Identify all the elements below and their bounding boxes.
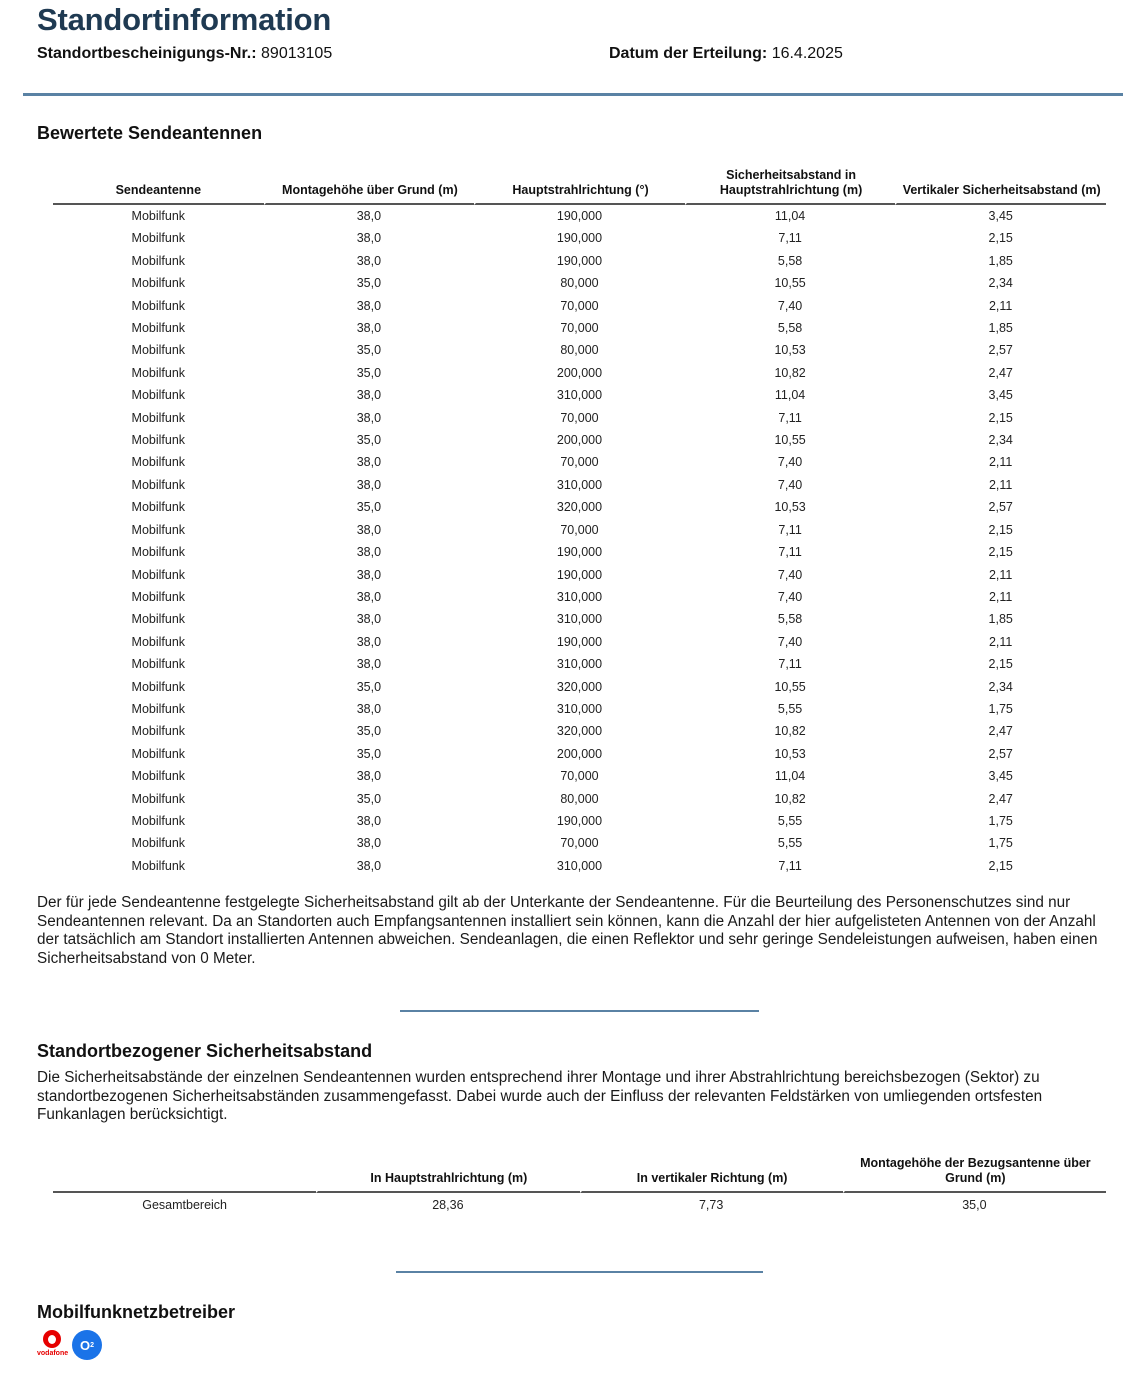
safety-distance-main-cell: 7,11 — [778, 545, 802, 560]
table-row — [53, 810, 1106, 832]
mount-height-cell: 38,0 — [356, 522, 382, 537]
safety-distance-main-cell: 10,55 — [774, 276, 806, 291]
site-distance-section-title: Standortbezogener Sicherheitsabstand — [37, 1041, 373, 1061]
antenna-type-cell: Mobilfunk — [131, 231, 186, 246]
antenna-type-cell: Mobilfunk — [131, 724, 186, 739]
main-direction-cell: 70,000 — [560, 410, 599, 425]
mount-height-cell: 38,0 — [356, 410, 382, 425]
column-header-reference-mount-height: Montagehöhe der Bezugsantenne über Grund (m) — [843, 1156, 1106, 1193]
mount-height-cell: 38,0 — [356, 858, 382, 873]
column-header-main-direction: Hauptstrahlrichtung (°) — [474, 168, 685, 205]
vertical-safety-distance-cell: 1,85 — [988, 253, 1013, 268]
main-direction-cell: 190,000 — [556, 813, 603, 828]
vertical-safety-distance-cell: 2,34 — [988, 276, 1013, 291]
antenna-type-cell: Mobilfunk — [131, 321, 186, 336]
table-row — [53, 407, 1106, 429]
safety-distance-main-cell: 7,40 — [777, 589, 803, 604]
table-row — [53, 765, 1106, 787]
table-row — [53, 720, 1106, 742]
antenna-type-cell: Mobilfunk — [131, 836, 186, 851]
main-direction-cell: 80,000 — [560, 276, 599, 291]
mount-height-cell: 38,0 — [356, 567, 382, 582]
vertical-safety-distance-cell: 1,75 — [988, 836, 1013, 851]
safety-distance-main-cell: 7,11 — [778, 657, 802, 672]
mount-height-cell: 38,0 — [356, 209, 382, 223]
antenna-type-cell: Mobilfunk — [131, 433, 186, 448]
mount-height-cell: 35,0 — [356, 433, 382, 448]
vertical-safety-distance-cell: 1,85 — [988, 612, 1013, 627]
vertical-safety-distance-cell: 1,85 — [988, 321, 1013, 336]
antenna-type-cell: Mobilfunk — [131, 813, 186, 828]
column-header-vertical-safety-distance: Vertikaler Sicherheitsabstand (m) — [895, 168, 1106, 205]
antenna-type-cell: Mobilfunk — [131, 276, 186, 291]
safety-distance-main-cell: 7,11 — [778, 522, 802, 537]
vertical-safety-distance-cell: 2,11 — [988, 455, 1013, 470]
vertical-safety-distance-cell: 1,75 — [988, 813, 1013, 828]
antenna-type-cell: Mobilfunk — [131, 589, 186, 604]
issue-date-value: 16.4.2025 — [771, 45, 843, 62]
vertical-safety-distance-cell: 2,15 — [988, 522, 1013, 537]
safety-distance-main-cell: 11,04 — [774, 769, 806, 784]
table-row — [53, 474, 1106, 496]
mount-height-cell: 35,0 — [356, 679, 382, 694]
column-header-safety-distance-main: Sicherheitsabstand in Hauptstrahlrichtung (m) — [685, 168, 896, 205]
safety-distance-main-cell: 10,53 — [774, 500, 806, 515]
main-direction-cell: 320,000 — [556, 679, 603, 694]
antenna-type-cell: Mobilfunk — [131, 522, 186, 537]
vertical-safety-distance-cell: 2,15 — [988, 410, 1013, 425]
main-direction-cell: 70,000 — [560, 321, 599, 336]
antenna-type-cell: Mobilfunk — [131, 455, 186, 470]
column-header-area — [53, 1156, 316, 1193]
mount-height-cell: 38,0 — [356, 388, 382, 403]
safety-distance-main-cell: 5,55 — [777, 836, 803, 851]
antenna-type-cell: Mobilfunk — [131, 634, 186, 649]
safety-distance-main-cell: 7,40 — [777, 634, 803, 649]
main-direction-cell: 200,000 — [556, 433, 603, 448]
operator-logos — [37, 1330, 102, 1360]
main-direction-cell: 310,000 — [556, 657, 603, 672]
mount-height-cell: 35,0 — [356, 343, 382, 358]
table-row — [53, 384, 1106, 406]
antenna-type-cell: Mobilfunk — [131, 657, 186, 672]
main-direction-cell: 80,000 — [560, 791, 599, 806]
mount-height-cell: 35,0 — [356, 365, 382, 380]
table-row — [53, 451, 1106, 473]
vodafone-logo-text: vodafone — [37, 1350, 69, 1357]
table-row — [53, 205, 1106, 227]
table-row — [53, 317, 1106, 339]
mount-height-cell: 38,0 — [356, 455, 382, 470]
table-row — [53, 698, 1106, 720]
vertical-safety-distance-cell: 2,11 — [988, 634, 1013, 649]
main-direction-cell: 70,000 — [560, 836, 599, 851]
main-direction-cell: 190,000 — [556, 253, 603, 268]
antenna-type-cell: Mobilfunk — [131, 209, 186, 223]
antenna-type-cell: Mobilfunk — [131, 388, 186, 403]
antenna-type-cell: Mobilfunk — [131, 791, 186, 806]
safety-distance-main-cell: 10,82 — [774, 791, 806, 806]
main-direction-cell: 320,000 — [556, 724, 603, 739]
antenna-type-cell: Mobilfunk — [131, 365, 186, 380]
site-distance-table-header — [53, 1156, 1106, 1193]
site-distance-table — [53, 1156, 1106, 1217]
mount-height-cell: 38,0 — [356, 836, 382, 851]
main-direction-cell: 200,000 — [556, 365, 603, 380]
antenna-type-cell: Mobilfunk — [131, 679, 186, 694]
vertical-safety-distance-cell: 2,57 — [988, 500, 1013, 515]
table-row — [53, 519, 1106, 541]
safety-distance-main-cell: 11,04 — [774, 388, 806, 403]
antenna-type-cell: Mobilfunk — [131, 701, 186, 716]
vertical-safety-distance-cell: 3,45 — [988, 209, 1013, 223]
main-direction-distance-cell: 28,36 — [432, 1198, 464, 1212]
mount-height-cell: 38,0 — [356, 545, 382, 560]
section-divider — [400, 1010, 759, 1012]
certificate-number — [37, 44, 332, 64]
safety-distance-main-cell: 5,55 — [777, 701, 803, 716]
issue-date-label: Datum der Erteilung: — [609, 45, 768, 62]
safety-distance-main-cell: 7,11 — [778, 231, 802, 246]
header-divider — [23, 93, 1123, 96]
safety-distance-main-cell: 7,40 — [777, 567, 803, 582]
safety-distance-main-cell: 5,55 — [777, 813, 803, 828]
safety-distance-main-cell: 10,82 — [774, 724, 806, 739]
safety-distance-main-cell: 10,53 — [774, 746, 806, 761]
site-distance-description: Die Sicherheitsabstände der einzelnen Sendeantennen wurden entsprechend ihrer Montage und ihrer Abstrahlrichtung bereichsbezogen (Sektor) zu standortbezogenen Sicherheitsabständen zusammengefasst. Dabei wurde auch der Einfluss der relevanten Feldstärken von umliegenden ortsfesten Funkanlagen berücksichtigt. — [37, 1069, 1043, 1124]
safety-distance-main-cell: 10,53 — [774, 343, 806, 358]
section-divider — [396, 1271, 763, 1273]
mount-height-cell: 38,0 — [356, 612, 382, 627]
table-row — [53, 1193, 1106, 1217]
safety-distance-main-cell: 7,40 — [777, 455, 803, 470]
safety-distance-main-cell: 10,82 — [774, 365, 806, 380]
mount-height-cell: 35,0 — [356, 791, 382, 806]
certificate-label: Standortbescheinigungs-Nr.: — [37, 45, 257, 62]
mount-height-cell: 38,0 — [356, 253, 382, 268]
mount-height-cell: 38,0 — [356, 701, 382, 716]
safety-distance-main-cell: 5,58 — [777, 253, 803, 268]
main-direction-cell: 70,000 — [560, 769, 599, 784]
mount-height-cell: 38,0 — [356, 231, 382, 246]
issue-date — [609, 44, 843, 64]
antennas-note: Der für jede Sendeantenne festgelegte Sicherheitsabstand gilt ab der Unterkante der Sendeantenne. Für die Beurteilung des Personenschutzes sind nur Sendeantennen relevant. Da an Standorten auch Empfangsantennen installiert sein können, kann die Anzahl der hier aufgelisteten Antennen von der Anzahl der tatsächlich am Standort installierten Antennen abweichen. Sendeanlagen, die einen Reflektor und sehr geringe Sendeleistungen aufweisen, haben einen Sicherheitsabstand von 0 Meter. — [37, 894, 1098, 967]
certificate-value: 89013105 — [261, 45, 333, 62]
antenna-type-cell: Mobilfunk — [131, 858, 186, 873]
antenna-type-cell: Mobilfunk — [131, 567, 186, 582]
table-row — [53, 832, 1106, 854]
safety-distance-main-cell: 5,58 — [777, 321, 803, 336]
safety-distance-main-cell: 7,40 — [777, 477, 803, 492]
main-direction-cell: 70,000 — [560, 455, 599, 470]
table-row — [53, 676, 1106, 698]
main-direction-cell: 310,000 — [556, 477, 603, 492]
main-direction-cell: 200,000 — [556, 746, 603, 761]
table-row — [53, 250, 1106, 272]
antenna-type-cell: Mobilfunk — [131, 298, 186, 313]
mount-height-cell: 38,0 — [356, 321, 382, 336]
vertical-safety-distance-cell: 2,15 — [988, 657, 1013, 672]
vertical-safety-distance-cell: 1,75 — [988, 701, 1013, 716]
mount-height-cell: 38,0 — [356, 657, 382, 672]
main-direction-cell: 310,000 — [556, 589, 603, 604]
mount-height-cell: 38,0 — [356, 477, 382, 492]
table-row — [53, 339, 1106, 361]
antenna-type-cell: Mobilfunk — [131, 343, 186, 358]
main-direction-cell: 190,000 — [556, 567, 603, 582]
mount-height-cell: 35,0 — [356, 724, 382, 739]
table-row — [53, 429, 1106, 451]
main-direction-cell: 190,000 — [556, 231, 603, 246]
main-direction-cell: 190,000 — [556, 634, 603, 649]
mount-height-cell: 35,0 — [356, 276, 382, 291]
safety-distance-main-cell: 10,55 — [774, 679, 806, 694]
vertical-safety-distance-cell: 2,34 — [988, 679, 1013, 694]
mount-height-cell: 35,0 — [356, 500, 382, 515]
table-row — [53, 788, 1106, 810]
column-header-mount-height: Montagehöhe über Grund (m) — [264, 168, 475, 205]
vertical-safety-distance-cell: 2,15 — [988, 231, 1013, 246]
vertical-safety-distance-cell: 2,11 — [988, 589, 1013, 604]
antenna-type-cell: Mobilfunk — [131, 545, 186, 560]
safety-distance-main-cell: 7,11 — [778, 410, 802, 425]
vertical-safety-distance-cell: 2,57 — [988, 746, 1013, 761]
antennas-section-title: Bewertete Sendeantennen — [37, 123, 263, 143]
main-direction-cell: 190,000 — [556, 545, 603, 560]
table-row — [53, 743, 1106, 765]
antennas-table — [53, 168, 1106, 877]
vertical-safety-distance-cell: 2,15 — [988, 858, 1013, 873]
table-row — [53, 631, 1106, 653]
antenna-type-cell: Mobilfunk — [131, 612, 186, 627]
column-header-vertical-distance: In vertikaler Richtung (m) — [580, 1156, 843, 1193]
table-row — [53, 586, 1106, 608]
column-header-antenna: Sendeantenne — [53, 168, 264, 205]
vertical-safety-distance-cell: 2,34 — [988, 433, 1013, 448]
main-direction-cell: 310,000 — [556, 388, 603, 403]
page-title: Standortinformation — [37, 2, 332, 37]
safety-distance-main-cell: 10,55 — [774, 433, 806, 448]
antenna-type-cell: Mobilfunk — [131, 410, 186, 425]
vertical-safety-distance-cell: 2,11 — [988, 567, 1013, 582]
vertical-safety-distance-cell: 2,11 — [988, 477, 1013, 492]
table-row — [53, 227, 1106, 249]
column-header-main-direction-distance: In Hauptstrahlrichtung (m) — [316, 1156, 579, 1193]
antennas-table-header — [53, 168, 1106, 205]
antenna-type-cell: Mobilfunk — [131, 253, 186, 268]
table-row — [53, 855, 1106, 877]
mount-height-cell: 38,0 — [356, 769, 382, 784]
table-row — [53, 541, 1106, 563]
operators-section-title: Mobilfunknetzbetreiber — [37, 1302, 236, 1322]
table-row — [53, 272, 1106, 294]
vertical-safety-distance-cell: 3,45 — [988, 388, 1013, 403]
main-direction-cell: 80,000 — [560, 343, 599, 358]
vertical-safety-distance-cell: 3,45 — [988, 769, 1013, 784]
mount-height-cell: 38,0 — [356, 634, 382, 649]
main-direction-cell: 310,000 — [556, 612, 603, 627]
table-row — [53, 295, 1106, 317]
antenna-type-cell: Mobilfunk — [131, 746, 186, 761]
mount-height-cell: 38,0 — [356, 813, 382, 828]
table-row — [53, 362, 1106, 384]
vodafone-logo-icon — [37, 1330, 67, 1360]
reference-mount-height-cell: 35,0 — [962, 1198, 987, 1212]
main-direction-cell: 190,000 — [556, 209, 603, 223]
antennas-table-body — [53, 205, 1106, 877]
vertical-safety-distance-cell: 2,47 — [988, 724, 1013, 739]
area-cell: Gesamtbereich — [142, 1198, 227, 1212]
vertical-safety-distance-cell: 2,15 — [988, 545, 1013, 560]
mount-height-cell: 38,0 — [356, 589, 382, 604]
table-row — [53, 496, 1106, 518]
main-direction-cell: 310,000 — [556, 858, 603, 873]
main-direction-cell: 70,000 — [560, 298, 599, 313]
mount-height-cell: 38,0 — [356, 298, 382, 313]
vertical-safety-distance-cell: 2,47 — [988, 791, 1013, 806]
safety-distance-main-cell: 7,40 — [777, 298, 803, 313]
safety-distance-main-cell: 7,11 — [778, 858, 802, 873]
mount-height-cell: 35,0 — [356, 746, 382, 761]
o2-logo-icon: O 2 — [72, 1330, 102, 1360]
table-row — [53, 653, 1106, 675]
table-row — [53, 564, 1106, 586]
antenna-type-cell: Mobilfunk — [131, 477, 186, 492]
vertical-distance-cell: 7,73 — [698, 1198, 724, 1212]
vertical-safety-distance-cell: 2,47 — [988, 365, 1013, 380]
antenna-type-cell: Mobilfunk — [131, 500, 186, 515]
safety-distance-main-cell: 5,58 — [777, 612, 803, 627]
main-direction-cell: 320,000 — [556, 500, 603, 515]
main-direction-cell: 310,000 — [556, 701, 603, 716]
vertical-safety-distance-cell: 2,57 — [988, 343, 1013, 358]
antenna-type-cell: Mobilfunk — [131, 769, 186, 784]
main-direction-cell: 70,000 — [560, 522, 599, 537]
table-row — [53, 608, 1106, 630]
safety-distance-main-cell: 11,04 — [774, 209, 806, 223]
vertical-safety-distance-cell: 2,11 — [988, 298, 1013, 313]
